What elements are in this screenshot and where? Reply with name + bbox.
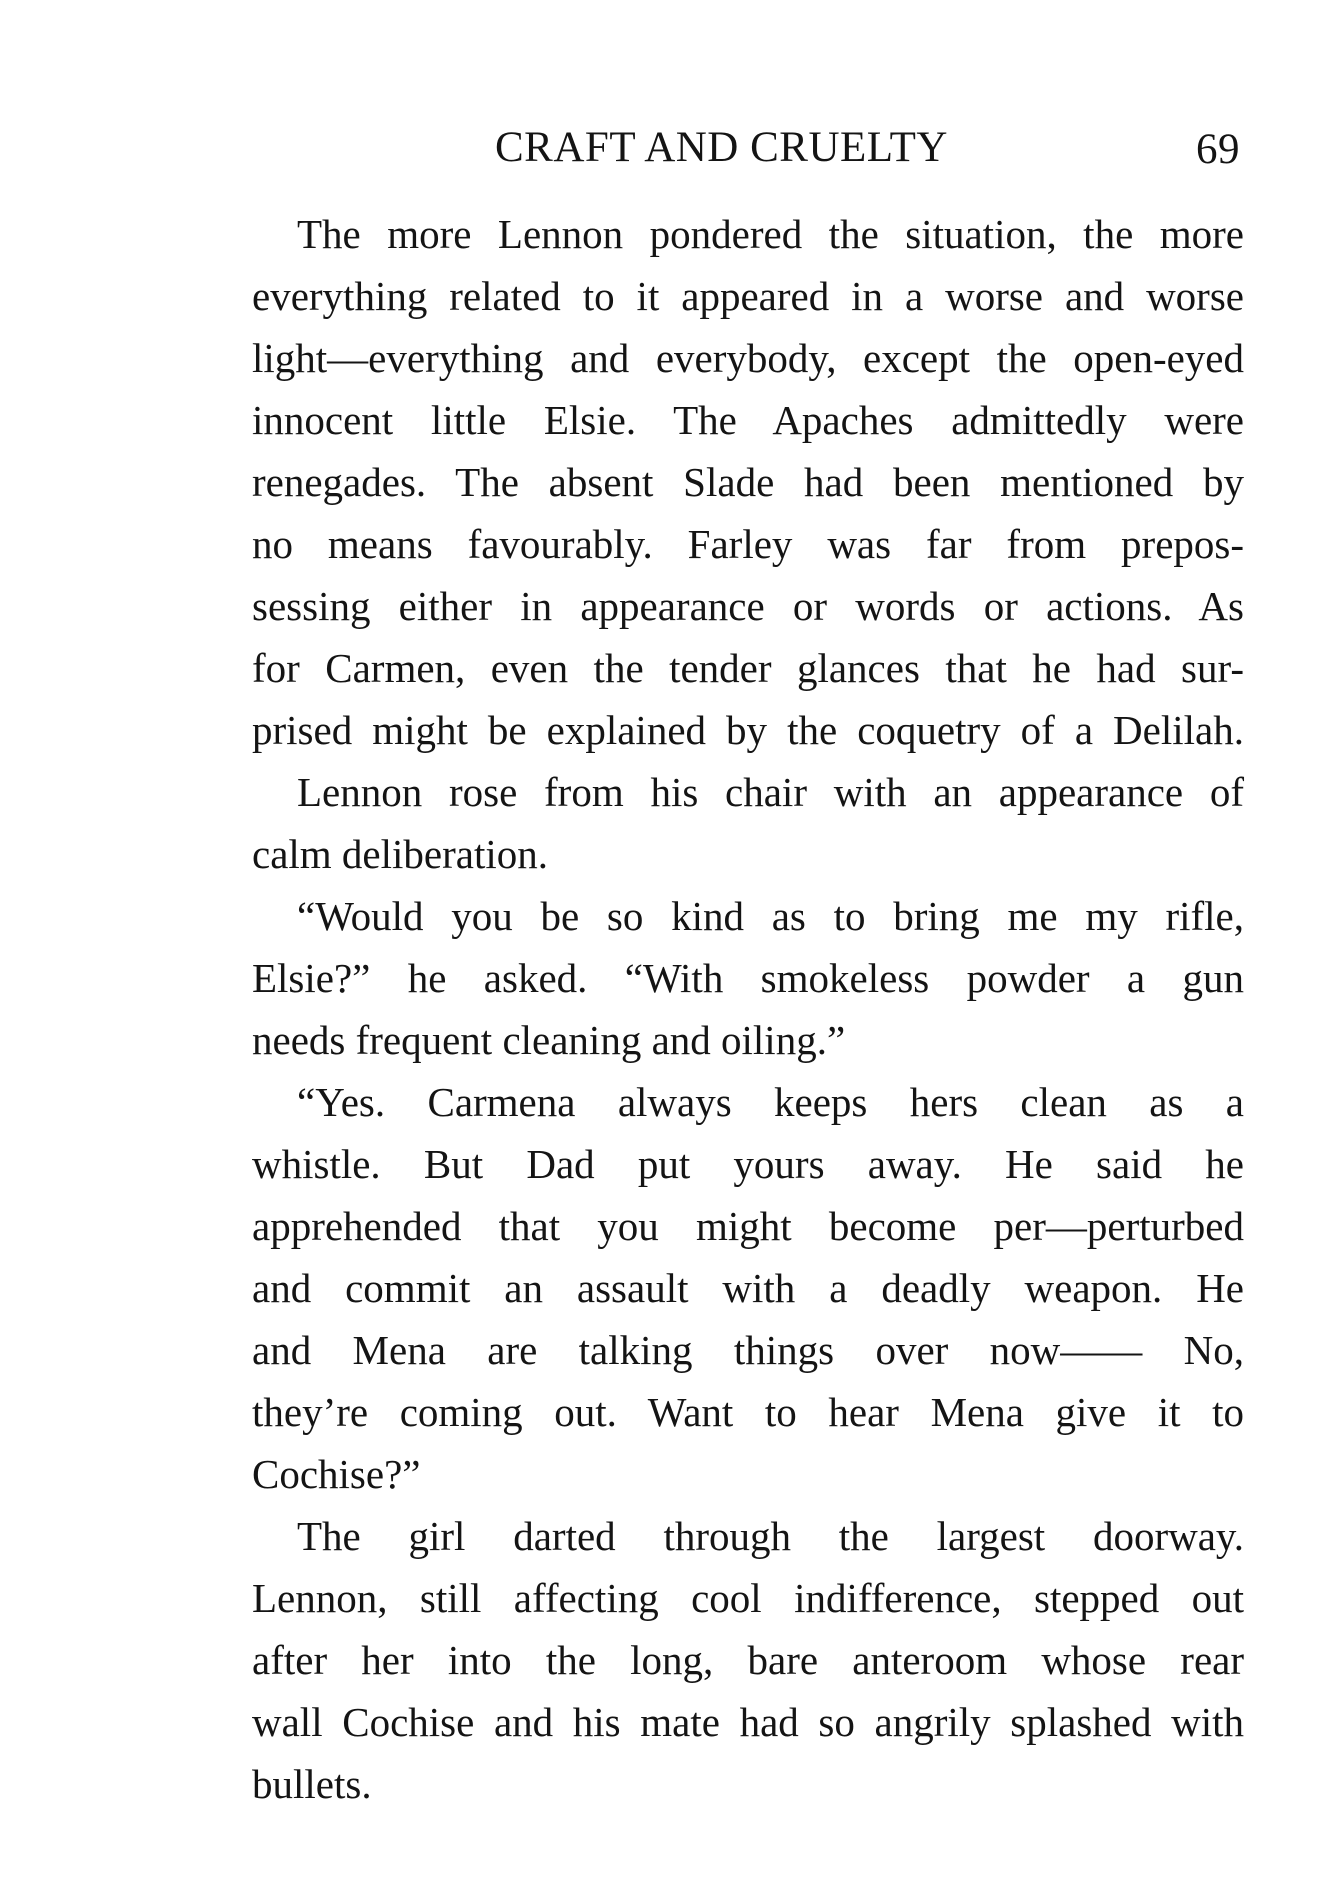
page-number: 69 [1196, 126, 1240, 173]
text-line: “Yes. Carmena always keeps hers clean as a [297, 1079, 1244, 1125]
text-line: prised might be explained by the coquetry of a Delilah. [252, 707, 1244, 753]
text-line: innocent little Elsie. The Apaches admittedly were [252, 397, 1244, 443]
body-text [252, 203, 1244, 1815]
text-line: The more Lennon pondered the situation, the more [297, 211, 1244, 257]
text-line: Elsie?” he asked. “With smokeless powder a gun [252, 955, 1244, 1001]
chapter-title: CRAFT AND CRUELTY [495, 124, 948, 171]
text-line: Lennon rose from his chair with an appearance of [297, 769, 1244, 815]
text-line: and Mena are talking things over now—— No, [252, 1327, 1244, 1373]
text-line: no means favourably. Farley was far from prepos- [252, 521, 1244, 567]
text-line: renegades. The absent Slade had been mentioned by [252, 459, 1244, 505]
paragraph [252, 885, 1244, 1071]
text-line: “Would you be so kind as to bring me my rifle, [297, 893, 1244, 939]
paragraph [252, 203, 1244, 761]
text-line: after her into the long, bare anteroom whose rear [252, 1637, 1244, 1683]
text-line: sessing either in appearance or words or actions. As [252, 583, 1244, 629]
text-line: needs frequent cleaning and oiling.” [252, 1017, 846, 1063]
text-line: Lennon, still affecting cool indifference, stepped out [252, 1575, 1244, 1621]
text-line: for Carmen, even the tender glances that he had sur- [252, 645, 1244, 691]
text-line: light—everything and everybody, except the open-eyed [252, 335, 1244, 381]
text-line: wall Cochise and his mate had so angrily splashed with [252, 1699, 1244, 1745]
text-line: everything related to it appeared in a worse and worse [252, 273, 1244, 319]
text-line: whistle. But Dad put yours away. He said he [252, 1141, 1244, 1187]
text-line: and commit an assault with a deadly weapon. He [252, 1265, 1244, 1311]
text-line: apprehended that you might become per—perturbed [252, 1203, 1244, 1249]
text-line: Cochise?” [252, 1451, 421, 1497]
text-line: bullets. [252, 1761, 372, 1807]
text-line: calm deliberation. [252, 831, 548, 877]
running-head [250, 123, 1240, 173]
text-line: The girl darted through the largest doorway. [297, 1513, 1244, 1559]
paragraph [252, 1071, 1244, 1505]
paragraph [252, 1505, 1244, 1815]
paragraph [252, 761, 1244, 885]
text-line: they’re coming out. Want to hear Mena give it to [252, 1389, 1244, 1435]
